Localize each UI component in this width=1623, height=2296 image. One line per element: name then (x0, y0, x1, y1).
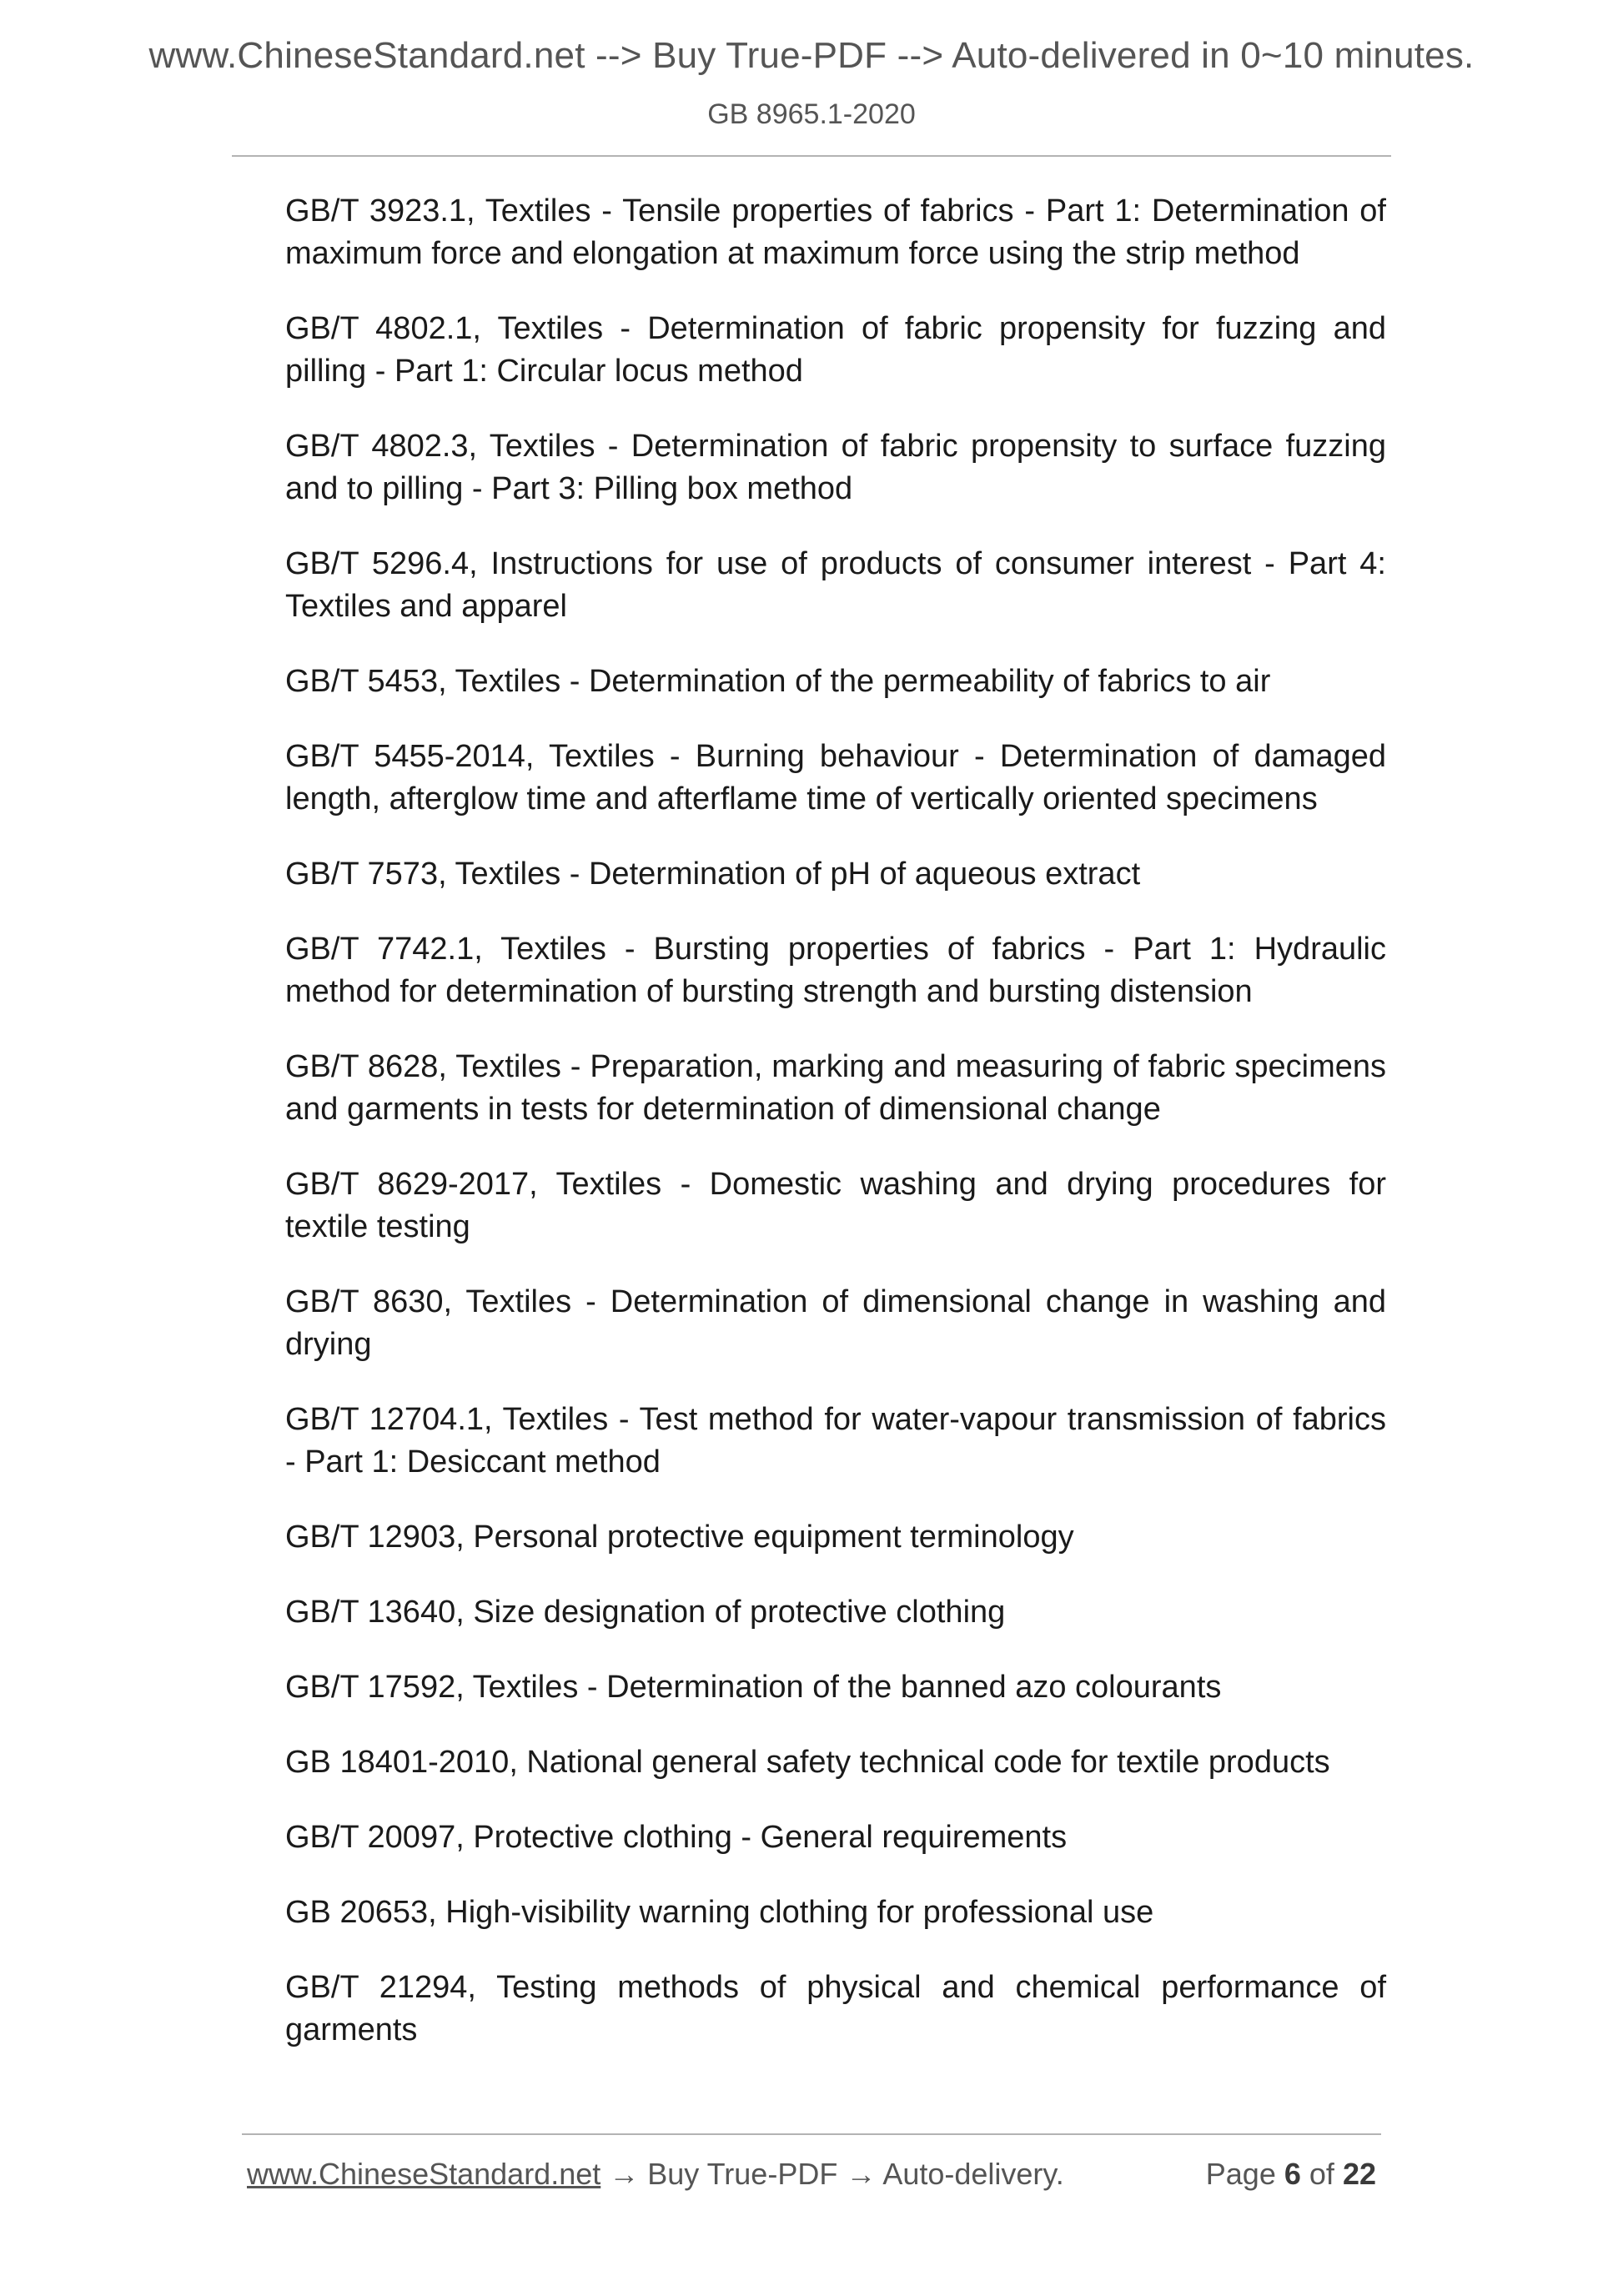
reference-item: GB/T 12704.1, Textiles - Test method for water-vapour transmission of fabrics - Part 1: Desiccant method (285, 1402, 1386, 1480)
page-indicator (1206, 2157, 1376, 2192)
footer-tagline: → Buy True-PDF → Auto-delivery. (600, 2157, 1064, 2191)
reference-item: GB/T 4802.1, Textiles - Determination of fabric propensity for fuzzing and pilling - Part 1: Circular locus method (285, 311, 1386, 389)
reference-item: GB/T 3923.1, Textiles - Tensile properties of fabrics - Part 1: Determination of maximum force and elongation at maximum force using the strip method (285, 193, 1386, 271)
footer-divider (242, 2133, 1381, 2135)
reference-item: GB 18401-2010, National general safety technical code for textile products (285, 1745, 1330, 1780)
reference-item: GB/T 8630, Textiles - Determination of dimensional change in washing and drying (285, 1284, 1386, 1362)
reference-item: GB/T 5453, Textiles - Determination of the permeability of fabrics to air (285, 664, 1271, 699)
current-page-number: 6 (1284, 2157, 1301, 2191)
page-of-label: of (1309, 2157, 1334, 2191)
reference-item: GB/T 7573, Textiles - Determination of pH of aqueous extract (285, 857, 1141, 892)
total-page-count: 22 (1342, 2157, 1376, 2191)
reference-item: GB/T 13640, Size designation of protective clothing (285, 1595, 1006, 1630)
footer-promo (247, 2157, 1064, 2192)
normative-references-list (285, 190, 1386, 2084)
header-divider (232, 155, 1391, 157)
reference-item: GB/T 17592, Textiles - Determination of the banned azo colourants (285, 1670, 1222, 1705)
reference-item: GB/T 12903, Personal protective equipment terminology (285, 1520, 1074, 1555)
document-number: GB 8965.1-2020 (707, 98, 916, 130)
reference-item: GB 20653, High-visibility warning clothing for professional use (285, 1895, 1154, 1930)
site-banner: www.ChineseStandard.net --> Buy True-PDF --> Auto-delivered in 0~10 minutes. (148, 35, 1475, 76)
page-label: Page (1205, 2157, 1276, 2191)
reference-item: GB/T 8629-2017, Textiles - Domestic washing and drying procedures for textile testing (285, 1167, 1386, 1244)
reference-item: GB/T 5296.4, Instructions for use of products of consumer interest - Part 4: Textiles and apparel (285, 546, 1386, 624)
page-footer (247, 2157, 1376, 2197)
reference-item: GB/T 20097, Protective clothing - General requirements (285, 1820, 1068, 1855)
site-link[interactable]: www.ChineseStandard.net (247, 2157, 601, 2191)
reference-item: GB/T 5455-2014, Textiles - Burning behaviour - Determination of damaged length, afterglow time and afterflame time of vertically oriented specimens (285, 739, 1386, 816)
reference-item: GB/T 7742.1, Textiles - Bursting properties of fabrics - Part 1: Hydraulic method for determination of bursting strength and bursting distension (285, 932, 1386, 1009)
reference-item: GB/T 21294, Testing methods of physical and chemical performance of garments (285, 1970, 1386, 2047)
reference-item: GB/T 8628, Textiles - Preparation, marking and measuring of fabric specimens and garments in tests for determination of dimensional change (285, 1049, 1386, 1127)
reference-item: GB/T 4802.3, Textiles - Determination of fabric propensity to surface fuzzing and to pilling - Part 3: Pilling box method (285, 429, 1386, 506)
